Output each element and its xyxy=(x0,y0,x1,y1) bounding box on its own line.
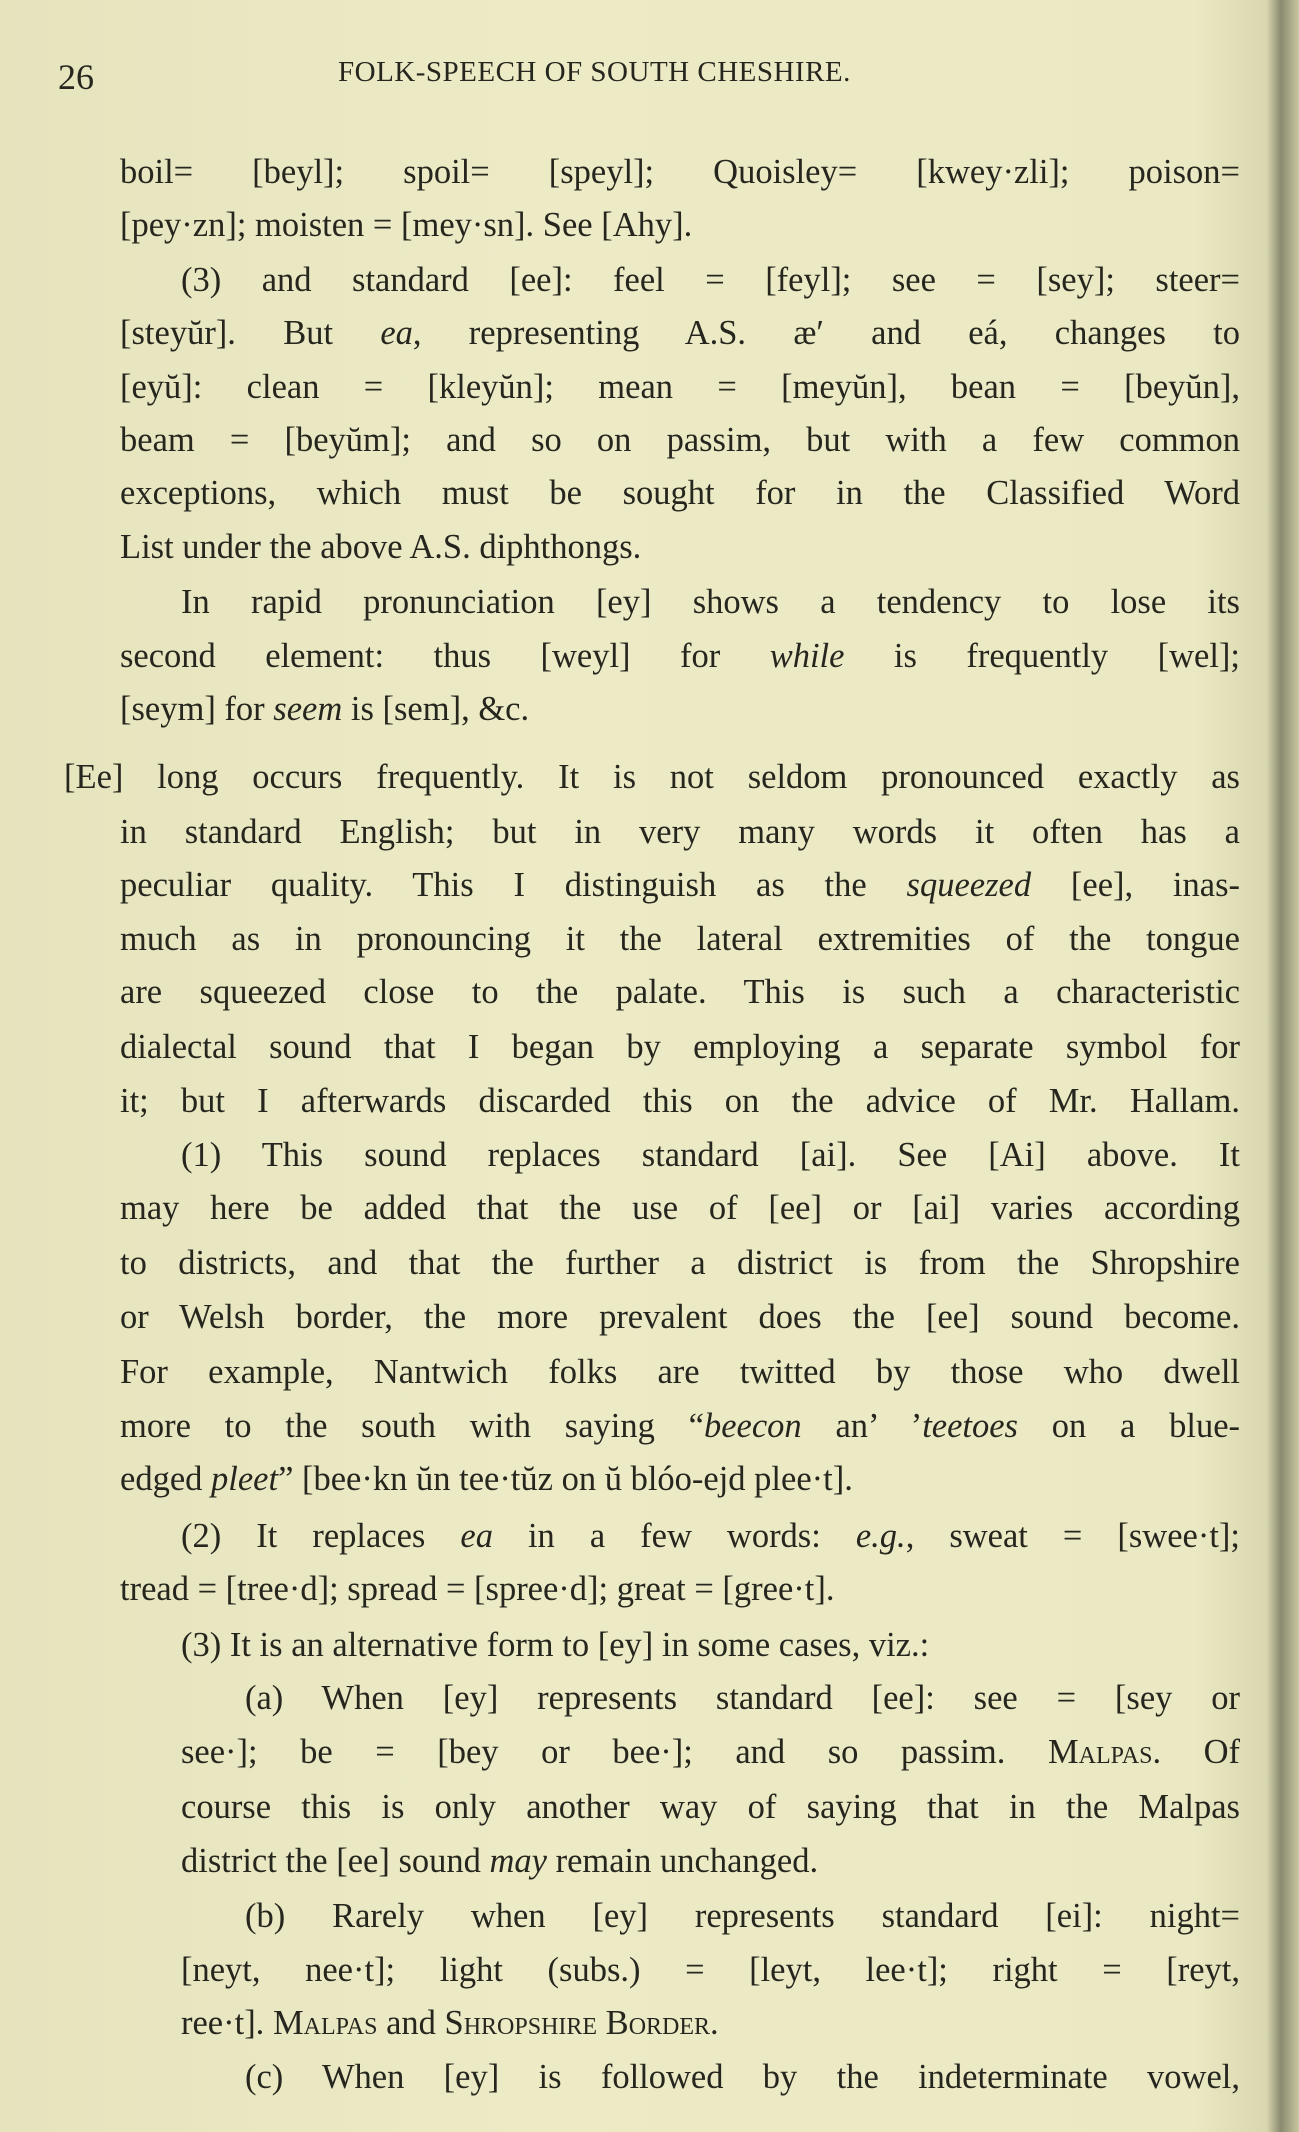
italic-text: teetoes xyxy=(922,1407,1018,1445)
small-caps-text: Malpas xyxy=(1047,1733,1153,1771)
italic-text: ea xyxy=(380,314,413,352)
text-line xyxy=(120,1236,1240,1290)
text-line xyxy=(120,1290,1240,1344)
italic-text: e.g. xyxy=(855,1517,906,1555)
text-line xyxy=(120,466,1240,520)
text-segment: [pey·zn]; moisten = [mey·sn]. See [Ahy]. xyxy=(120,206,693,244)
text-line xyxy=(245,2050,1240,2104)
text-line xyxy=(64,750,1240,804)
text-segment: and xyxy=(377,2004,445,2042)
text-segment: , representing A.S. æ′ and eá, changes to xyxy=(412,314,1240,352)
text-segment: in a few words: xyxy=(492,1517,856,1555)
text-segment: much as in pronouncing it the lateral extremities of the tongue xyxy=(120,920,1240,958)
text-segment: ree·t]. xyxy=(181,2004,273,2042)
text-line xyxy=(181,1834,1240,1888)
italic-text: beecon xyxy=(703,1407,802,1445)
text-segment: peculiar quality. This I distinguish as the xyxy=(120,866,907,904)
text-segment: on a blue- xyxy=(1018,1407,1240,1445)
italic-text: may xyxy=(489,1842,547,1880)
text-segment: [steyŭr]. But xyxy=(120,314,381,352)
text-segment: an’ ’ xyxy=(801,1407,923,1445)
running-title: FOLK-SPEECH OF SOUTH CHESHIRE. xyxy=(338,56,851,88)
italic-text: seem xyxy=(273,690,343,728)
text-segment: see·]; be = [bey or bee·]; and so passim. xyxy=(181,1733,1048,1771)
text-segment: may here be added that the use of [ee] or [ai] varies according xyxy=(120,1189,1240,1227)
text-segment: [neyt, nee·t]; light (subs.) = [leyt, lee·t]; right = [reyt, xyxy=(181,1951,1240,1989)
text-segment: (c) When [ey] is followed by the indeterminate vowel, xyxy=(245,2058,1240,2096)
text-segment: In rapid pronunciation [ey] shows a tendency to lose its xyxy=(181,583,1240,621)
small-caps-text: Shropshire Border xyxy=(444,2004,711,2042)
text-line xyxy=(120,805,1240,859)
text-line xyxy=(120,1074,1240,1128)
text-segment: to districts, and that the further a district is from the Shropshire xyxy=(120,1244,1240,1282)
text-segment: in standard English; but in very many words it often has a xyxy=(120,813,1240,851)
text-segment: more to the south with saying “ xyxy=(120,1407,704,1445)
text-segment: [seym] for xyxy=(120,690,274,728)
text-segment: . xyxy=(710,2004,719,2042)
text-segment: district the [ee] sound xyxy=(181,1842,490,1880)
text-line xyxy=(120,912,1240,966)
text-line xyxy=(120,198,1240,252)
page-number: 26 xyxy=(58,57,94,97)
italic-text: ea xyxy=(460,1517,493,1555)
text-line xyxy=(120,145,1240,199)
italic-text: squeezed xyxy=(906,866,1032,904)
text-line xyxy=(245,1889,1240,1943)
text-line xyxy=(120,413,1240,467)
text-segment: is [sem], &c. xyxy=(342,690,530,728)
text-line xyxy=(120,1562,1240,1616)
text-segment: course this is only another way of saying that in the Malpas xyxy=(181,1788,1240,1826)
text-segment: is frequently [wel]; xyxy=(844,637,1240,675)
text-segment: are squeezed close to the palate. This is such a characteristic xyxy=(120,973,1240,1011)
text-segment: second element: thus [weyl] for xyxy=(120,637,770,675)
text-segment: ” [bee·kn ŭn tee·tŭz on ŭ blóo-ejd plee·t]. xyxy=(278,1460,853,1498)
text-line xyxy=(120,1020,1240,1074)
text-line xyxy=(120,629,1240,683)
text-segment: tread = [tree·d]; spread = [spree·d]; great = [gree·t]. xyxy=(120,1570,835,1608)
text-segment: [Ee] long occurs frequently. It is not seldom pronounced exactly as xyxy=(64,758,1240,796)
text-line xyxy=(120,1452,1240,1506)
text-line xyxy=(120,1181,1240,1235)
text-segment: exceptions, which must be sought for in the Classified Word xyxy=(120,474,1240,512)
text-segment: . Of xyxy=(1152,1733,1240,1771)
text-segment: [eyŭ]: clean = [kleyŭn]; mean = [meyŭn], bean = [beyŭn], xyxy=(120,368,1240,406)
text-line xyxy=(181,1618,1240,1672)
text-line xyxy=(120,306,1240,360)
text-line xyxy=(120,682,1240,736)
text-segment: , sweat = [swee·t]; xyxy=(905,1517,1240,1555)
text-line xyxy=(120,965,1240,1019)
text-segment: [ee], inas- xyxy=(1031,866,1240,904)
text-segment: (2) It replaces xyxy=(181,1517,461,1555)
text-line xyxy=(181,1943,1240,1997)
text-segment: (1) This sound replaces standard [ai]. See [Ai] above. It xyxy=(181,1136,1240,1174)
text-segment: it; but I afterwards discarded this on the advice of Mr. Hallam. xyxy=(120,1082,1240,1120)
text-segment: beam = [beyŭm]; and so on passim, but with a few common xyxy=(120,421,1240,459)
text-line xyxy=(181,253,1240,307)
text-line xyxy=(181,575,1240,629)
text-segment: dialectal sound that I began by employing a separate symbol for xyxy=(120,1028,1240,1066)
text-line xyxy=(245,1671,1240,1725)
text-segment: or Welsh border, the more prevalent does the [ee] sound become. xyxy=(120,1298,1240,1336)
text-line xyxy=(181,1996,1240,2050)
text-segment: List under the above A.S. diphthongs. xyxy=(120,528,642,566)
italic-text: while xyxy=(769,637,845,675)
text-segment: (3) It is an alternative form to [ey] in some cases, viz.: xyxy=(181,1626,930,1664)
italic-text: pleet xyxy=(211,1460,279,1498)
text-line xyxy=(181,1509,1240,1563)
text-line xyxy=(181,1725,1240,1779)
text-line xyxy=(181,1128,1240,1182)
text-segment: (b) Rarely when [ey] represents standard [ei]: night= xyxy=(245,1897,1240,1935)
text-segment: For example, Nantwich folks are twitted by those who dwell xyxy=(120,1353,1240,1391)
small-caps-text: Malpas xyxy=(272,2004,378,2042)
text-segment: boil= [beyl]; spoil= [speyl]; Quoisley= [kwey·zli]; poison= xyxy=(120,153,1240,191)
text-line xyxy=(120,858,1240,912)
text-line xyxy=(120,520,1240,574)
text-segment: (a) When [ey] represents standard [ee]: see = [sey or xyxy=(245,1679,1240,1717)
text-line xyxy=(181,1780,1240,1834)
text-line xyxy=(120,1345,1240,1399)
text-line xyxy=(120,360,1240,414)
text-segment: edged xyxy=(120,1460,212,1498)
text-line xyxy=(120,1399,1240,1453)
text-segment: (3) and standard [ee]: feel = [feyl]; see = [sey]; steer= xyxy=(181,261,1240,299)
text-segment: remain unchanged. xyxy=(546,1842,819,1880)
